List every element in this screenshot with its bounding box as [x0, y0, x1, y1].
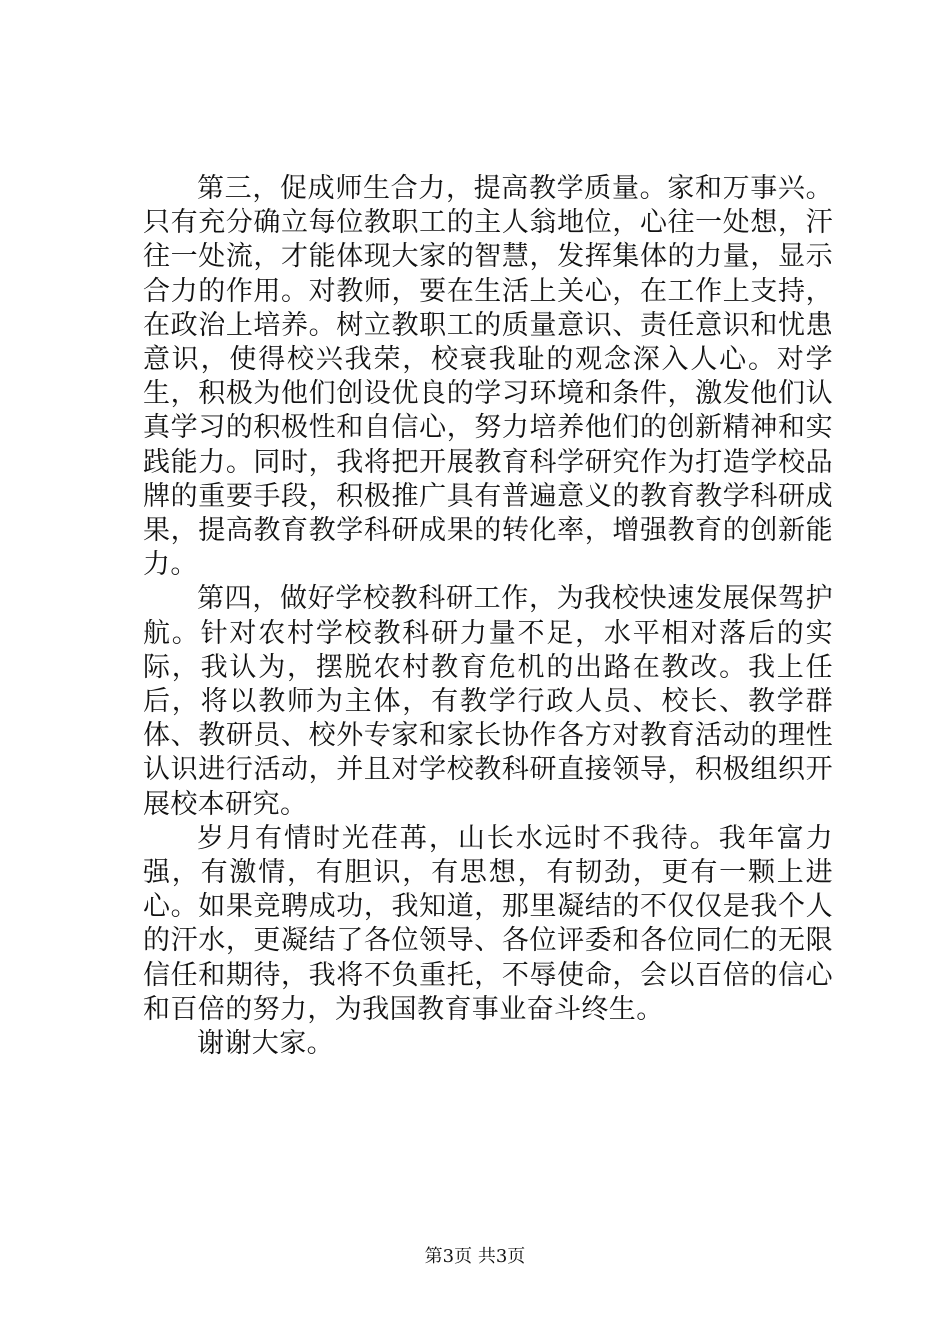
- document-body: [143, 172, 833, 1061]
- paragraph-third-point: 第三，促成师生合力，提高教学质量。家和万事兴。只有充分确立每位教职工的主人翁地位，心往一处想，汗往一处流，才能体现大家的智慧，发挥集体的力量，显示合力的作用。对教师，要在生活上关心，在工作上支持，在政治上培养。树立教职工的质量意识、责任意识和忧患意识，使得校兴我荣，校衰我耻的观念深入人心。对学生，积极为他们创设优良的学习环境和条件，激发他们认真学习的积极性和自信心，努力培养他们的创新精神和实践能力。同时，我将把开展教育科学研究作为打造学校品牌的重要手段，积极推广具有普遍意义的教育教学科研成果，提高教育教学科研成果的转化率，增强教育的创新能力。: [143, 173, 833, 581]
- paragraph-closing-pledge: 岁月有情时光荏苒，山长水远时不我待。我年富力强，有激情，有胆识，有思想，有韧劲，更有一颗上进心。如果竞聘成功，我知道，那里凝结的不仅仅是我个人的汗水，更凝结了各位领导、各位评委和各位同仁的无限信任和期待，我将不负重托，不辱使命，会以百倍的信心和百倍的努力，为我国教育事业奋斗终生。: [143, 822, 833, 1025]
- page-footer: 第3页 共3页: [424, 1246, 526, 1267]
- paragraph-fourth-point: 第四，做好学校教科研工作，为我校快速发展保驾护航。针对农村学校教科研力量不足，水平相对落后的实际，我认为，摆脱农村教育危机的出路在教改。我上任后，将以教师为主体，有教学行政人员、校长、教学群体、教研员、校外专家和家长协作各方对教育活动的理性认识进行活动，并且对学校教科研直接领导，积极组织开展校本研究。: [143, 583, 833, 820]
- paragraph-thanks: 谢谢大家。: [197, 1028, 334, 1060]
